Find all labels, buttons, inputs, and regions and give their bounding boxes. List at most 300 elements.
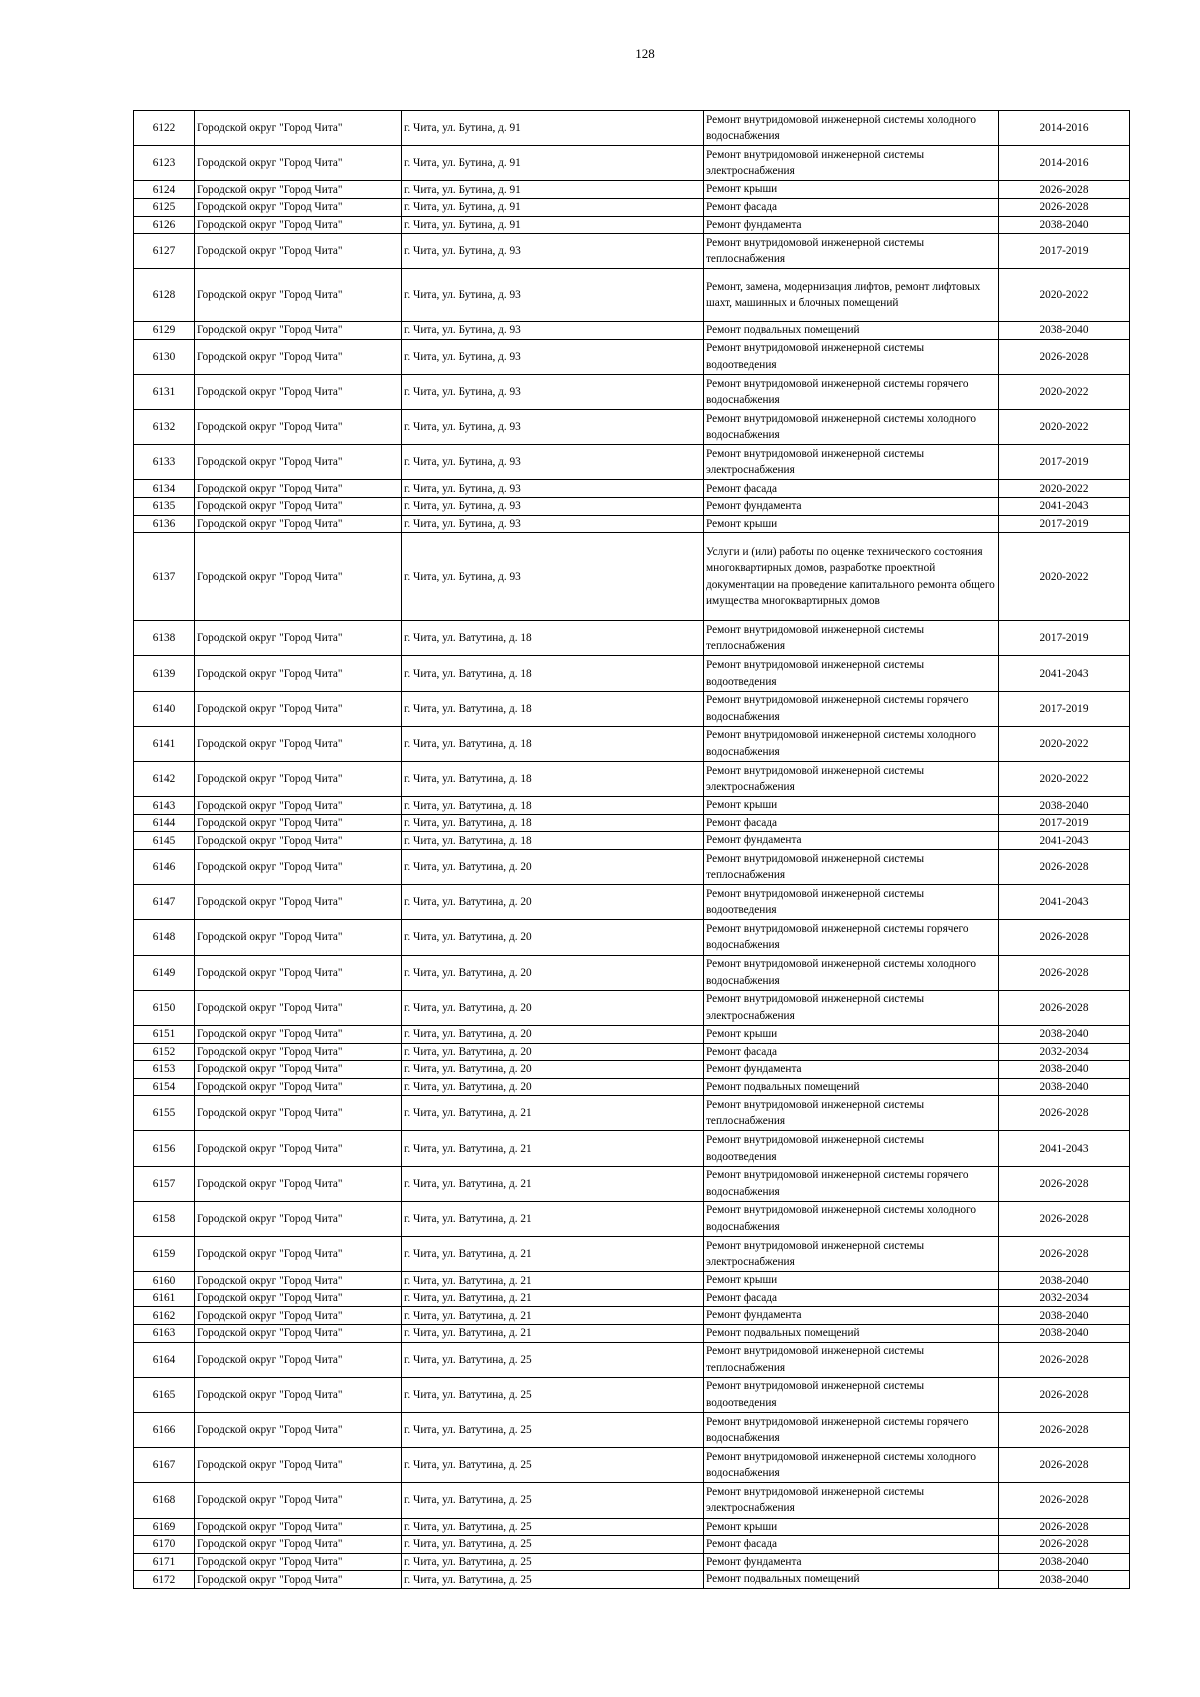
- municipality-cell: Городской округ "Город Чита": [195, 1043, 402, 1061]
- work-type-cell: Ремонт фундамента: [704, 1307, 999, 1325]
- work-type-cell: Ремонт фундамента: [704, 216, 999, 234]
- address-cell: г. Чита, ул. Ватутина, д. 20: [402, 1043, 704, 1061]
- row-number: 6136: [134, 515, 195, 533]
- municipality-cell: Городской округ "Город Чита": [195, 533, 402, 621]
- address-cell: г. Чита, ул. Ватутина, д. 21: [402, 1237, 704, 1272]
- period-cell: 2041-2043: [999, 498, 1130, 516]
- period-cell: 2026-2028: [999, 181, 1130, 199]
- address-cell: г. Чита, ул. Бутина, д. 91: [402, 111, 704, 146]
- row-number: 6169: [134, 1518, 195, 1536]
- row-number: 6131: [134, 374, 195, 409]
- address-cell: г. Чита, ул. Бутина, д. 91: [402, 216, 704, 234]
- table-row: [134, 515, 1130, 533]
- row-number: 6135: [134, 498, 195, 516]
- municipality-cell: Городской округ "Город Чита": [195, 1571, 402, 1589]
- row-number: 6152: [134, 1043, 195, 1061]
- row-number: 6157: [134, 1166, 195, 1201]
- period-cell: 2026-2028: [999, 1201, 1130, 1236]
- address-cell: г. Чита, ул. Бутина, д. 91: [402, 181, 704, 199]
- municipality-cell: Городской округ "Город Чита": [195, 181, 402, 199]
- table-row: [134, 216, 1130, 234]
- municipality-cell: Городской округ "Город Чита": [195, 339, 402, 374]
- work-type-cell: Ремонт внутридомовой инженерной системы электроснабжения: [704, 445, 999, 480]
- work-type-cell: Ремонт внутридомовой инженерной системы электроснабжения: [704, 990, 999, 1025]
- address-cell: г. Чита, ул. Бутина, д. 93: [402, 445, 704, 480]
- municipality-cell: Городской округ "Город Чита": [195, 445, 402, 480]
- work-type-cell: Ремонт фундамента: [704, 1061, 999, 1079]
- period-cell: 2038-2040: [999, 322, 1130, 340]
- address-cell: г. Чита, ул. Бутина, д. 93: [402, 480, 704, 498]
- address-cell: г. Чита, ул. Ватутина, д. 25: [402, 1518, 704, 1536]
- address-cell: г. Чита, ул. Ватутина, д. 25: [402, 1483, 704, 1518]
- row-number: 6125: [134, 198, 195, 216]
- work-type-cell: Ремонт внутридомовой инженерной системы холодного водоснабжения: [704, 1201, 999, 1236]
- municipality-cell: Городской округ "Город Чита": [195, 1131, 402, 1166]
- address-cell: г. Чита, ул. Ватутина, д. 18: [402, 762, 704, 797]
- municipality-cell: Городской округ "Город Чита": [195, 920, 402, 955]
- row-number: 6129: [134, 322, 195, 340]
- table-row: [134, 920, 1130, 955]
- period-cell: 2020-2022: [999, 480, 1130, 498]
- period-cell: 2020-2022: [999, 410, 1130, 445]
- municipality-cell: Городской округ "Город Чита": [195, 1237, 402, 1272]
- work-type-cell: Ремонт внутридомовой инженерной системы теплоснабжения: [704, 621, 999, 656]
- work-type-cell: Ремонт крыши: [704, 181, 999, 199]
- table-row: [134, 1307, 1130, 1325]
- work-type-cell: Ремонт крыши: [704, 1518, 999, 1536]
- row-number: 6155: [134, 1096, 195, 1131]
- work-type-cell: Ремонт подвальных помещений: [704, 322, 999, 340]
- municipality-cell: Городской округ "Город Чита": [195, 1201, 402, 1236]
- work-type-cell: Ремонт подвальных помещений: [704, 1078, 999, 1096]
- work-type-cell: Ремонт внутридомовой инженерной системы холодного водоснабжения: [704, 955, 999, 990]
- row-number: 6162: [134, 1307, 195, 1325]
- work-type-cell: Ремонт подвальных помещений: [704, 1571, 999, 1589]
- row-number: 6134: [134, 480, 195, 498]
- municipality-cell: Городской округ "Город Чита": [195, 1342, 402, 1377]
- row-number: 6141: [134, 726, 195, 761]
- period-cell: 2026-2028: [999, 1412, 1130, 1447]
- table-row: [134, 885, 1130, 920]
- table-row: [134, 1096, 1130, 1131]
- row-number: 6122: [134, 111, 195, 146]
- table-row: [134, 1448, 1130, 1483]
- row-number: 6142: [134, 762, 195, 797]
- table-row: [134, 1166, 1130, 1201]
- row-number: 6160: [134, 1272, 195, 1290]
- address-cell: г. Чита, ул. Ватутина, д. 21: [402, 1272, 704, 1290]
- row-number: 6156: [134, 1131, 195, 1166]
- work-type-cell: Ремонт, замена, модернизация лифтов, ремонт лифтовых шахт, машинных и блочных помещений: [704, 269, 999, 322]
- period-cell: 2017-2019: [999, 691, 1130, 726]
- row-number: 6123: [134, 146, 195, 181]
- table-row: [134, 480, 1130, 498]
- table-row: [134, 621, 1130, 656]
- address-cell: г. Чита, ул. Ватутина, д. 18: [402, 691, 704, 726]
- period-cell: 2017-2019: [999, 234, 1130, 269]
- municipality-cell: Городской округ "Город Чита": [195, 762, 402, 797]
- address-cell: г. Чита, ул. Ватутина, д. 21: [402, 1096, 704, 1131]
- work-type-cell: Ремонт крыши: [704, 515, 999, 533]
- address-cell: г. Чита, ул. Ватутина, д. 20: [402, 1025, 704, 1043]
- municipality-cell: Городской округ "Город Чита": [195, 515, 402, 533]
- municipality-cell: Городской округ "Город Чита": [195, 1166, 402, 1201]
- municipality-cell: Городской округ "Город Чита": [195, 1307, 402, 1325]
- municipality-cell: Городской округ "Город Чита": [195, 656, 402, 691]
- period-cell: 2026-2028: [999, 1518, 1130, 1536]
- municipality-cell: Городской округ "Город Чита": [195, 726, 402, 761]
- table-row: [134, 198, 1130, 216]
- period-cell: 2038-2040: [999, 797, 1130, 815]
- municipality-cell: Городской округ "Город Чита": [195, 621, 402, 656]
- address-cell: г. Чита, ул. Бутина, д. 93: [402, 322, 704, 340]
- row-number: 6130: [134, 339, 195, 374]
- table-row: [134, 1272, 1130, 1290]
- period-cell: 2026-2028: [999, 1342, 1130, 1377]
- table-row: [134, 1483, 1130, 1518]
- row-number: 6171: [134, 1553, 195, 1571]
- period-cell: 2038-2040: [999, 1025, 1130, 1043]
- table-row: [134, 656, 1130, 691]
- period-cell: 2041-2043: [999, 656, 1130, 691]
- table-row: [134, 445, 1130, 480]
- municipality-cell: Городской округ "Город Чита": [195, 832, 402, 850]
- address-cell: г. Чита, ул. Ватутина, д. 18: [402, 621, 704, 656]
- row-number: 6165: [134, 1377, 195, 1412]
- table-row: [134, 1412, 1130, 1447]
- table-row: [134, 410, 1130, 445]
- row-number: 6159: [134, 1237, 195, 1272]
- table-row: [134, 498, 1130, 516]
- table-row: [134, 1518, 1130, 1536]
- row-number: 6147: [134, 885, 195, 920]
- row-number: 6138: [134, 621, 195, 656]
- municipality-cell: Городской округ "Город Чита": [195, 1272, 402, 1290]
- address-cell: г. Чита, ул. Бутина, д. 93: [402, 410, 704, 445]
- row-number: 6137: [134, 533, 195, 621]
- row-number: 6148: [134, 920, 195, 955]
- municipality-cell: Городской округ "Город Чита": [195, 1412, 402, 1447]
- table-row: [134, 832, 1130, 850]
- table-body: [134, 111, 1130, 1589]
- work-type-cell: Ремонт фасада: [704, 1289, 999, 1307]
- municipality-cell: Городской округ "Город Чита": [195, 269, 402, 322]
- period-cell: 2041-2043: [999, 832, 1130, 850]
- work-type-cell: Ремонт крыши: [704, 797, 999, 815]
- period-cell: 2017-2019: [999, 515, 1130, 533]
- period-cell: 2032-2034: [999, 1043, 1130, 1061]
- address-cell: г. Чита, ул. Ватутина, д. 18: [402, 797, 704, 815]
- row-number: 6166: [134, 1412, 195, 1447]
- municipality-cell: Городской округ "Город Чита": [195, 1553, 402, 1571]
- work-type-cell: Ремонт внутридомовой инженерной системы водоотведения: [704, 1131, 999, 1166]
- address-cell: г. Чита, ул. Ватутина, д. 20: [402, 955, 704, 990]
- period-cell: 2014-2016: [999, 146, 1130, 181]
- row-number: 6164: [134, 1342, 195, 1377]
- row-number: 6127: [134, 234, 195, 269]
- table-row: [134, 797, 1130, 815]
- address-cell: г. Чита, ул. Ватутина, д. 20: [402, 1061, 704, 1079]
- municipality-cell: Городской округ "Город Чита": [195, 374, 402, 409]
- work-type-cell: Ремонт фасада: [704, 198, 999, 216]
- row-number: 6163: [134, 1325, 195, 1343]
- row-number: 6170: [134, 1536, 195, 1554]
- period-cell: 2026-2028: [999, 1166, 1130, 1201]
- municipality-cell: Городской округ "Город Чита": [195, 1078, 402, 1096]
- address-cell: г. Чита, ул. Ватутина, д. 21: [402, 1131, 704, 1166]
- municipality-cell: Городской округ "Город Чита": [195, 1377, 402, 1412]
- table-row: [134, 1201, 1130, 1236]
- table-row: [134, 1553, 1130, 1571]
- period-cell: 2038-2040: [999, 216, 1130, 234]
- work-type-cell: Ремонт внутридомовой инженерной системы электроснабжения: [704, 1237, 999, 1272]
- municipality-cell: Городской округ "Город Чита": [195, 111, 402, 146]
- period-cell: 2041-2043: [999, 885, 1130, 920]
- table-row: [134, 234, 1130, 269]
- row-number: 6149: [134, 955, 195, 990]
- period-cell: 2038-2040: [999, 1272, 1130, 1290]
- row-number: 6168: [134, 1483, 195, 1518]
- period-cell: 2017-2019: [999, 445, 1130, 480]
- address-cell: г. Чита, ул. Бутина, д. 93: [402, 533, 704, 621]
- period-cell: 2026-2028: [999, 198, 1130, 216]
- table-row: [134, 1342, 1130, 1377]
- address-cell: г. Чита, ул. Бутина, д. 93: [402, 269, 704, 322]
- row-number: 6154: [134, 1078, 195, 1096]
- address-cell: г. Чита, ул. Бутина, д. 93: [402, 515, 704, 533]
- address-cell: г. Чита, ул. Ватутина, д. 20: [402, 990, 704, 1025]
- municipality-cell: Городской округ "Город Чита": [195, 1325, 402, 1343]
- table-row: [134, 990, 1130, 1025]
- work-type-cell: Ремонт внутридомовой инженерной системы теплоснабжения: [704, 1342, 999, 1377]
- work-type-cell: Ремонт фасада: [704, 814, 999, 832]
- table-row: [134, 1131, 1130, 1166]
- period-cell: 2026-2028: [999, 1237, 1130, 1272]
- municipality-cell: Городской округ "Город Чита": [195, 1061, 402, 1079]
- work-type-cell: Ремонт фундамента: [704, 1553, 999, 1571]
- address-cell: г. Чита, ул. Ватутина, д. 25: [402, 1377, 704, 1412]
- work-type-cell: Ремонт внутридомовой инженерной системы горячего водоснабжения: [704, 1412, 999, 1447]
- period-cell: 2020-2022: [999, 762, 1130, 797]
- municipality-cell: Городской округ "Город Чита": [195, 885, 402, 920]
- period-cell: 2026-2028: [999, 955, 1130, 990]
- work-type-cell: Ремонт внутридомовой инженерной системы горячего водоснабжения: [704, 691, 999, 726]
- work-type-cell: Ремонт внутридомовой инженерной системы холодного водоснабжения: [704, 410, 999, 445]
- work-type-cell: Ремонт внутридомовой инженерной системы теплоснабжения: [704, 1096, 999, 1131]
- row-number: 6161: [134, 1289, 195, 1307]
- table-row: [134, 533, 1130, 621]
- work-type-cell: Ремонт фундамента: [704, 832, 999, 850]
- row-number: 6145: [134, 832, 195, 850]
- table-row: [134, 322, 1130, 340]
- address-cell: г. Чита, ул. Ватутина, д. 18: [402, 726, 704, 761]
- municipality-cell: Городской округ "Город Чита": [195, 797, 402, 815]
- repair-program-table: [133, 110, 1130, 1589]
- period-cell: 2038-2040: [999, 1571, 1130, 1589]
- table-row: [134, 691, 1130, 726]
- address-cell: г. Чита, ул. Ватутина, д. 25: [402, 1571, 704, 1589]
- period-cell: 2026-2028: [999, 990, 1130, 1025]
- work-type-cell: Ремонт внутридомовой инженерной системы теплоснабжения: [704, 234, 999, 269]
- work-type-cell: Ремонт внутридомовой инженерной системы электроснабжения: [704, 762, 999, 797]
- period-cell: 2020-2022: [999, 726, 1130, 761]
- table-row: [134, 1571, 1130, 1589]
- work-type-cell: Ремонт внутридомовой инженерной системы горячего водоснабжения: [704, 920, 999, 955]
- municipality-cell: Городской округ "Город Чита": [195, 480, 402, 498]
- row-number: 6128: [134, 269, 195, 322]
- municipality-cell: Городской округ "Город Чита": [195, 498, 402, 516]
- row-number: 6126: [134, 216, 195, 234]
- period-cell: 2041-2043: [999, 1131, 1130, 1166]
- period-cell: 2026-2028: [999, 1483, 1130, 1518]
- municipality-cell: Городской округ "Город Чита": [195, 234, 402, 269]
- address-cell: г. Чита, ул. Бутина, д. 91: [402, 146, 704, 181]
- address-cell: г. Чита, ул. Бутина, д. 93: [402, 498, 704, 516]
- address-cell: г. Чита, ул. Ватутина, д. 18: [402, 656, 704, 691]
- work-type-cell: Ремонт внутридомовой инженерной системы горячего водоснабжения: [704, 374, 999, 409]
- address-cell: г. Чита, ул. Бутина, д. 93: [402, 234, 704, 269]
- table-row: [134, 762, 1130, 797]
- table-row: [134, 955, 1130, 990]
- period-cell: 2026-2028: [999, 1536, 1130, 1554]
- table-row: [134, 726, 1130, 761]
- address-cell: г. Чита, ул. Ватутина, д. 20: [402, 1078, 704, 1096]
- table-row: [134, 1289, 1130, 1307]
- work-type-cell: Ремонт крыши: [704, 1025, 999, 1043]
- row-number: 6139: [134, 656, 195, 691]
- address-cell: г. Чита, ул. Ватутина, д. 25: [402, 1448, 704, 1483]
- row-number: 6167: [134, 1448, 195, 1483]
- municipality-cell: Городской округ "Город Чита": [195, 990, 402, 1025]
- work-type-cell: Ремонт крыши: [704, 1272, 999, 1290]
- address-cell: г. Чита, ул. Ватутина, д. 25: [402, 1412, 704, 1447]
- work-type-cell: Ремонт внутридомовой инженерной системы водоотведения: [704, 339, 999, 374]
- work-type-cell: Ремонт фундамента: [704, 498, 999, 516]
- municipality-cell: Городской округ "Город Чита": [195, 198, 402, 216]
- municipality-cell: Городской округ "Город Чита": [195, 849, 402, 884]
- period-cell: 2014-2016: [999, 111, 1130, 146]
- address-cell: г. Чита, ул. Бутина, д. 91: [402, 198, 704, 216]
- municipality-cell: Городской округ "Город Чита": [195, 1536, 402, 1554]
- table-row: [134, 814, 1130, 832]
- page-number: 128: [635, 46, 655, 61]
- municipality-cell: Городской округ "Город Чита": [195, 814, 402, 832]
- period-cell: 2017-2019: [999, 621, 1130, 656]
- address-cell: г. Чита, ул. Ватутина, д. 25: [402, 1536, 704, 1554]
- table-row: [134, 339, 1130, 374]
- table-row: [134, 1536, 1130, 1554]
- municipality-cell: Городской округ "Город Чита": [195, 691, 402, 726]
- address-cell: г. Чита, ул. Ватутина, д. 20: [402, 920, 704, 955]
- table-row: [134, 269, 1130, 322]
- work-type-cell: Ремонт внутридомовой инженерной системы водоотведения: [704, 656, 999, 691]
- period-cell: 2038-2040: [999, 1325, 1130, 1343]
- work-type-cell: Ремонт внутридомовой инженерной системы водоотведения: [704, 885, 999, 920]
- period-cell: 2038-2040: [999, 1078, 1130, 1096]
- municipality-cell: Городской округ "Город Чита": [195, 1096, 402, 1131]
- period-cell: 2020-2022: [999, 269, 1130, 322]
- work-type-cell: Ремонт фасада: [704, 480, 999, 498]
- municipality-cell: Городской округ "Город Чита": [195, 1448, 402, 1483]
- table-row: [134, 1043, 1130, 1061]
- address-cell: г. Чита, ул. Ватутина, д. 25: [402, 1553, 704, 1571]
- row-number: 6143: [134, 797, 195, 815]
- work-type-cell: Ремонт фасада: [704, 1536, 999, 1554]
- period-cell: 2038-2040: [999, 1307, 1130, 1325]
- address-cell: г. Чита, ул. Бутина, д. 93: [402, 339, 704, 374]
- table-row: [134, 1061, 1130, 1079]
- table-row: [134, 1237, 1130, 1272]
- address-cell: г. Чита, ул. Ватутина, д. 21: [402, 1325, 704, 1343]
- address-cell: г. Чита, ул. Ватутина, д. 21: [402, 1307, 704, 1325]
- municipality-cell: Городской округ "Город Чита": [195, 1289, 402, 1307]
- work-type-cell: Ремонт внутридомовой инженерной системы теплоснабжения: [704, 849, 999, 884]
- municipality-cell: Городской округ "Город Чита": [195, 216, 402, 234]
- address-cell: г. Чита, ул. Ватутина, д. 21: [402, 1289, 704, 1307]
- table-row: [134, 1025, 1130, 1043]
- municipality-cell: Городской округ "Город Чита": [195, 1518, 402, 1536]
- municipality-cell: Городской округ "Город Чита": [195, 955, 402, 990]
- municipality-cell: Городской округ "Город Чита": [195, 146, 402, 181]
- period-cell: 2026-2028: [999, 920, 1130, 955]
- address-cell: г. Чита, ул. Ватутина, д. 25: [402, 1342, 704, 1377]
- period-cell: 2026-2028: [999, 339, 1130, 374]
- address-cell: г. Чита, ул. Ватутина, д. 21: [402, 1166, 704, 1201]
- municipality-cell: Городской округ "Город Чита": [195, 1483, 402, 1518]
- work-type-cell: Услуги и (или) работы по оценке технического состояния многоквартирных домов, разработке проектной документации на проведение капитального ремонта общего имущества многоквартирных домов: [704, 533, 999, 621]
- work-type-cell: Ремонт внутридомовой инженерной системы электроснабжения: [704, 146, 999, 181]
- row-number: 6153: [134, 1061, 195, 1079]
- row-number: 6172: [134, 1571, 195, 1589]
- row-number: 6132: [134, 410, 195, 445]
- row-number: 6151: [134, 1025, 195, 1043]
- row-number: 6124: [134, 181, 195, 199]
- period-cell: 2020-2022: [999, 533, 1130, 621]
- work-type-cell: Ремонт внутридомовой инженерной системы электроснабжения: [704, 1483, 999, 1518]
- municipality-cell: Городской округ "Город Чита": [195, 322, 402, 340]
- table-row: [134, 849, 1130, 884]
- address-cell: г. Чита, ул. Ватутина, д. 18: [402, 814, 704, 832]
- period-cell: 2026-2028: [999, 1377, 1130, 1412]
- period-cell: 2020-2022: [999, 374, 1130, 409]
- work-type-cell: Ремонт внутридомовой инженерной системы холодного водоснабжения: [704, 111, 999, 146]
- row-number: 6158: [134, 1201, 195, 1236]
- table-row: [134, 1325, 1130, 1343]
- period-cell: 2026-2028: [999, 1448, 1130, 1483]
- work-type-cell: Ремонт внутридомовой инженерной системы холодного водоснабжения: [704, 1448, 999, 1483]
- row-number: 6150: [134, 990, 195, 1025]
- period-cell: 2026-2028: [999, 849, 1130, 884]
- table-row: [134, 146, 1130, 181]
- table-row: [134, 1078, 1130, 1096]
- address-cell: г. Чита, ул. Ватутина, д. 18: [402, 832, 704, 850]
- address-cell: г. Чита, ул. Ватутина, д. 20: [402, 849, 704, 884]
- table-row: [134, 374, 1130, 409]
- work-type-cell: Ремонт внутридомовой инженерной системы водоотведения: [704, 1377, 999, 1412]
- period-cell: 2017-2019: [999, 814, 1130, 832]
- period-cell: 2038-2040: [999, 1553, 1130, 1571]
- work-type-cell: Ремонт внутридомовой инженерной системы холодного водоснабжения: [704, 726, 999, 761]
- period-cell: 2032-2034: [999, 1289, 1130, 1307]
- address-cell: г. Чита, ул. Ватутина, д. 21: [402, 1201, 704, 1236]
- table-row: [134, 181, 1130, 199]
- row-number: 6146: [134, 849, 195, 884]
- work-type-cell: Ремонт подвальных помещений: [704, 1325, 999, 1343]
- address-cell: г. Чита, ул. Бутина, д. 93: [402, 374, 704, 409]
- row-number: 6144: [134, 814, 195, 832]
- municipality-cell: Городской округ "Город Чита": [195, 410, 402, 445]
- row-number: 6140: [134, 691, 195, 726]
